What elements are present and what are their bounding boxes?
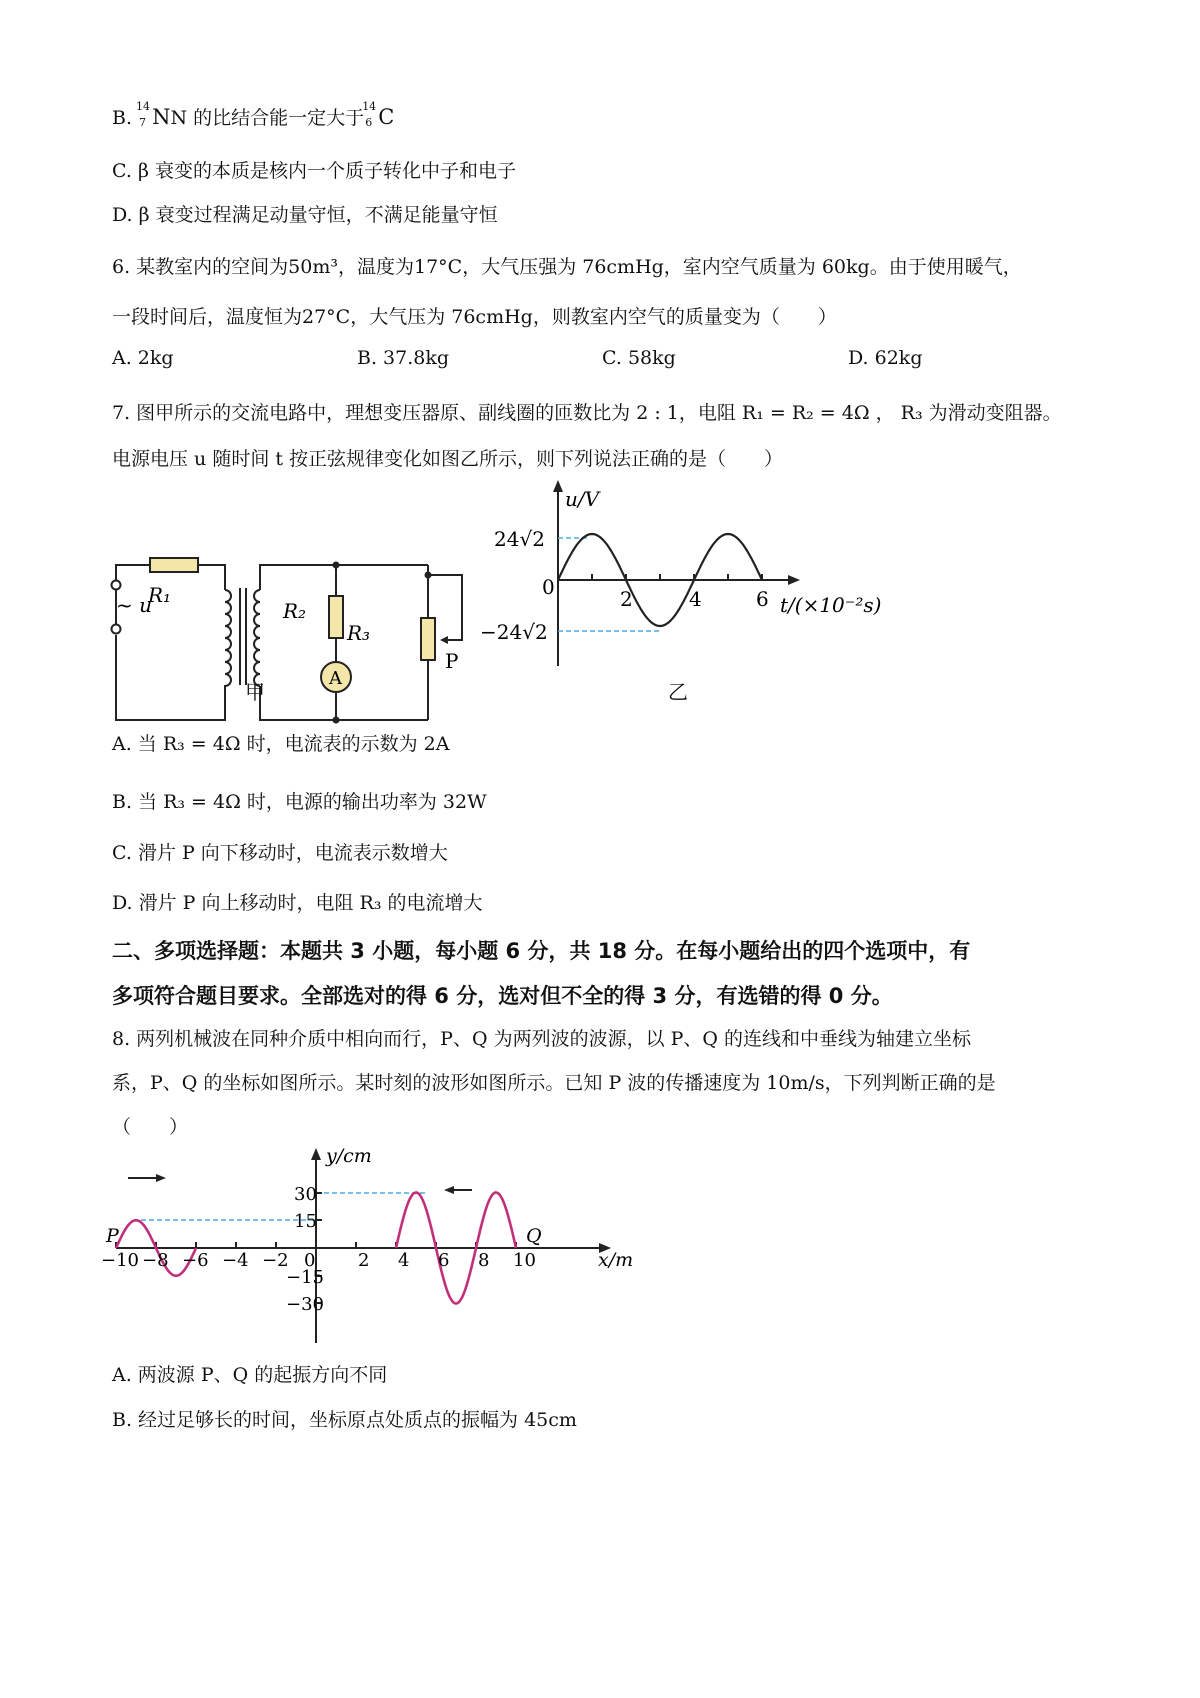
svg-text:−30: −30: [286, 1294, 324, 1315]
q8-option-a[interactable]: A. 两波源 P、Q 的起振方向不同: [112, 1364, 388, 1386]
circuit-diagram: [100, 540, 480, 740]
q5-option-b[interactable]: B. 14 7 NN 的比结合能一定大于 14 6 C: [112, 100, 395, 129]
q5-option-d[interactable]: D. β 衰变过程满足动量守恒，不满足能量守恒: [112, 204, 498, 226]
q6-option-d[interactable]: D. 62kg: [848, 347, 923, 369]
rheostat-r3: [421, 618, 435, 660]
isotope-n14: 14 7: [136, 100, 151, 129]
q7-stem-line2: 电源电压 u 随时间 t 按正弦规律变化如图乙所示，则下列说法正确的是（ ）: [112, 448, 784, 470]
q7-option-d[interactable]: D. 滑片 P 向上移动时，电阻 R₃ 的电流增大: [112, 892, 483, 914]
svg-text:R₁: R₁: [148, 583, 172, 607]
svg-text:u/V: u/V: [565, 487, 600, 511]
svg-text:0: 0: [542, 575, 555, 599]
q7-stem-line1: 7. 图甲所示的交流电路中，理想变压器原、副线圈的匝数比为 2 : 1，电阻 R₁ = R₂ = 4Ω ， R₃ 为滑动变阻器。: [112, 402, 1062, 424]
svg-text:15: 15: [294, 1211, 317, 1232]
isotope-c14: 14 6: [362, 100, 377, 129]
arrow-right-icon: [156, 1174, 166, 1182]
svg-text:−15: −15: [286, 1267, 324, 1288]
svg-text:y/cm: y/cm: [326, 1145, 372, 1167]
option-label: B.: [112, 107, 139, 129]
svg-text:t/(×10⁻²s): t/(×10⁻²s): [780, 593, 882, 617]
q7-option-a[interactable]: A. 当 R₃ = 4Ω 时，电流表的示数为 2A: [112, 733, 450, 755]
q6-option-a[interactable]: A. 2kg: [112, 347, 174, 369]
resistor-r1: [150, 558, 198, 572]
svg-text:−24√2: −24√2: [480, 620, 548, 644]
q6-option-c[interactable]: C. 58kg: [602, 347, 676, 369]
section-heading-line1: 二、多项选择题：本题共 3 小题，每小题 6 分，共 18 分。在每小题给出的四个选项中，有: [112, 939, 971, 963]
svg-text:6: 6: [756, 587, 769, 611]
q5-option-c[interactable]: C. β 衰变的本质是核内一个质子转化中子和电子: [112, 160, 516, 182]
svg-text:−8: −8: [142, 1250, 169, 1271]
svg-text:24√2: 24√2: [494, 527, 545, 551]
svg-text:A: A: [329, 668, 342, 689]
q8-stem-line3: （ ）: [112, 1116, 189, 1138]
svg-text:R₂: R₂: [283, 599, 307, 623]
graph-caption: 乙: [668, 680, 688, 704]
svg-text:x/m: x/m: [598, 1249, 634, 1271]
q6-stem-line2: 一段时间后，温度恒为27°C，大气压为 76cmHg，则教室内空气的质量变为（ ）: [112, 306, 837, 328]
svg-text:4: 4: [398, 1250, 410, 1271]
svg-text:8: 8: [478, 1250, 490, 1271]
q8-stem-line2: 系，P、Q 的坐标如图所示。某时刻的波形如图所示。已知 P 波的传播速度为 10m/s，下列判断正确的是: [112, 1072, 996, 1094]
svg-text:P: P: [445, 649, 459, 673]
wave-graph: [96, 1138, 656, 1350]
svg-text:−4: −4: [222, 1250, 249, 1271]
svg-text:4: 4: [689, 587, 702, 611]
svg-text:0: 0: [304, 1250, 316, 1271]
svg-text:10: 10: [513, 1250, 536, 1271]
q8-option-b[interactable]: B. 经过足够长的时间，坐标原点处质点的振幅为 45cm: [112, 1409, 577, 1431]
voltage-graph: [480, 476, 900, 691]
option-text: N 的比结合能一定大于: [170, 107, 365, 129]
svg-text:6: 6: [438, 1250, 450, 1271]
svg-text:−10: −10: [101, 1250, 139, 1271]
svg-text:2: 2: [358, 1250, 370, 1271]
svg-text:30: 30: [294, 1184, 317, 1205]
q7-option-b[interactable]: B. 当 R₃ = 4Ω 时，电源的输出功率为 32W: [112, 791, 487, 813]
q6-stem-line1: 6. 某教室内的空间为50m³，温度为17°C，大气压强为 76cmHg，室内空气质量为 60kg。由于使用暖气，: [112, 256, 1022, 278]
svg-text:R₃: R₃: [347, 621, 371, 645]
svg-text:P: P: [106, 1225, 119, 1247]
q6-option-b[interactable]: B. 37.8kg: [357, 347, 450, 369]
svg-text:Q: Q: [526, 1225, 542, 1247]
svg-text:−2: −2: [262, 1250, 289, 1271]
arrow-left-icon: [444, 1186, 454, 1194]
section-heading-line2: 多项符合题目要求。全部选对的得 6 分，选对但不全的得 3 分，有选错的得 0 分。: [112, 984, 893, 1008]
q7-option-c[interactable]: C. 滑片 P 向下移动时，电流表示数增大: [112, 842, 448, 864]
svg-text:~ u: ~ u: [116, 593, 152, 617]
svg-text:−6: −6: [182, 1250, 209, 1271]
resistor-r2: [329, 596, 343, 638]
circuit-caption: 甲: [245, 680, 265, 704]
svg-text:2: 2: [620, 587, 633, 611]
q8-stem-line1: 8. 两列机械波在同种介质中相向而行，P、Q 为两列波的波源，以 P、Q 的连线和中垂线为轴建立坐标: [112, 1028, 972, 1050]
